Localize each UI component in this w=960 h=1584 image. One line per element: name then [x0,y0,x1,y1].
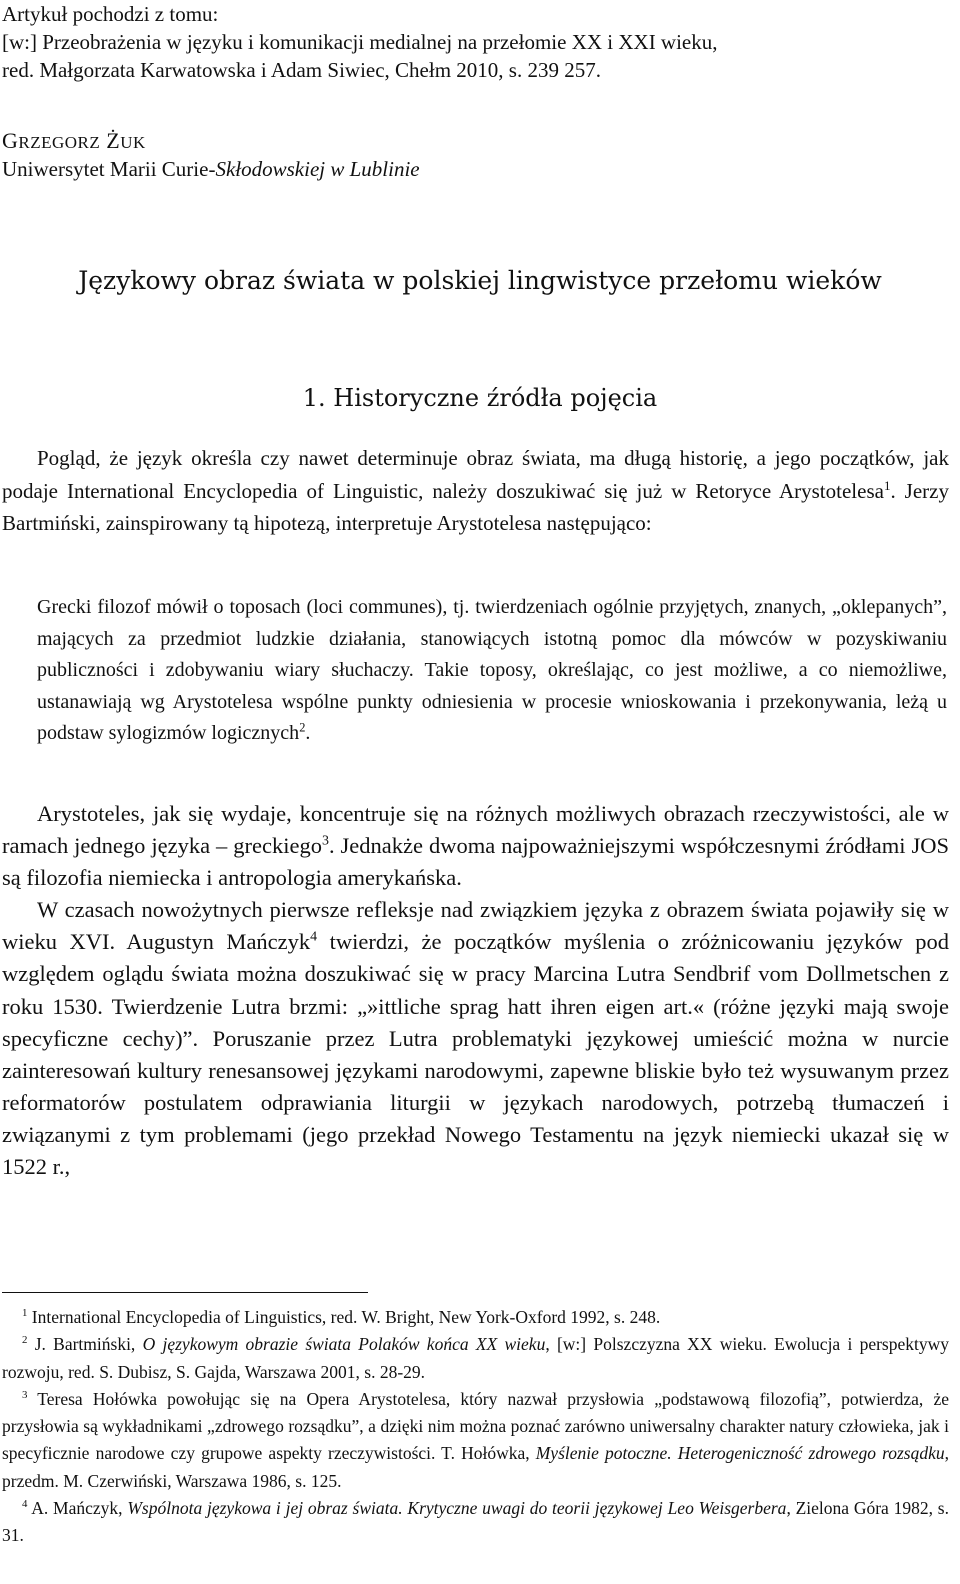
paragraph-1 [2,442,949,540]
footnote-1-number: 1 [22,1307,28,1320]
footnote-1-text: International Encyclopedia of Linguistics, red. W. Bright, New York-Oxford 1992, s. 248. [31,1307,661,1327]
footnote-4-number: 4 [22,1498,28,1511]
footnote-separator [2,1292,368,1293]
source-line-3: red. Małgorzata Karwatowska i Adam Siwiec, Chełm 2010, s. 239 257. [2,58,601,82]
footnote-1 [2,1304,949,1331]
block-quote [37,592,947,750]
footnote-3 [2,1386,949,1495]
footnote-3-title: Myślenie potoczne. Heterogeniczność zdrowego rozsądku [535,1443,945,1464]
section-heading: 1. Historyczne źródła pojęcia [302,384,658,412]
author-last-rest: UK [120,133,146,152]
footnote-4-title: Wspólnota językowa i jej obraz świata. Krytyczne uwagi do teorii językowej Leo Weisgerbera [127,1498,787,1519]
quote-text-a: Grecki filozof mówił o toposach (loci communes), tj. twierdzeniach ogólnie przyjętych, znanych, „oklepanych”, mających za przedmiot ludzkie działania, stanowiących istotną pomoc dla mówców w pozyskiwaniu publiczności i zdobywaniu wiary słuchaczy. Takie toposy, określając, co jest możliwe, a co niemożliwe, ustanawiają wg Arystotelesa wspólne punkty odniesienia w procesie wnioskowania i przekonywania, leżą u podstaw sylogizmów logicznych [37,596,947,744]
footnote-4 [2,1495,949,1550]
paragraph-1-text-b: . Jerzy Bartmiński, zainspirowany tą hipotezą, interpretuje Arystotelesa następująco: [2,478,949,535]
affiliation-plain: Uniwersytet Marii Curie- [2,157,216,181]
author-affiliation [2,157,420,182]
source-line-1: Artykuł pochodzi z tomu: [2,2,219,26]
paragraph-2-text-b: . Jednakże dwoma najpoważniejszymi współczesnymi źródłami JOS są filozofia niemiecka i antropologia amerykańska. [2,833,949,891]
footnote-3-number: 3 [22,1389,28,1402]
footnote-ref-3[interactable]: 3 [321,833,329,849]
footnote-3-pre: Teresa Hołówka powołując się na Opera Arystotelesa, który nazwał przysłowia „podstawową filozofią”, potwierdza, że przysłowia są wykładnikami „zdrowego rozsądku”, a dzięki nim można poznać zarówno uniwersalny charakter natury człowieka, jak i specyficznie narodowe czy grupowe aspekty rzeczywistości. T. Hołówka, [2,1388,949,1464]
footnote-2-post: , [w:] Polszczyzna XX wieku. Ewolucja i perspektywy rozwoju, red. S. Dubisz, S. Gajda, Warszawa 2001, s. 28-29. [2,1334,950,1382]
footnote-4-post: , Zielona Góra 1982, s. 31. [2,1498,949,1546]
footnote-ref-4[interactable]: 4 [310,929,318,945]
paragraph-2-text-a: Arystoteles, jak się wydaje, koncentruje się na różnych możliwych obrazach rzeczywistości, ale w ramach jednego języka – greckiego [2,801,949,859]
paragraph-3 [2,894,949,1183]
quote-text-b: . [305,722,311,744]
author-name [2,128,146,154]
footnote-2-pre: J. Bartmiński, [34,1334,143,1355]
paragraph-3-text-a: W czasach nowożytnych pierwsze refleksje nad związkiem języka z obrazem świata pojawiły się w wieku XVI. Augustyn Mańczyk [2,897,949,955]
affiliation-italic: Skłodowskiej w Lublinie [215,157,420,181]
footnote-2-number: 2 [22,1334,28,1347]
footnote-2-title: O językowym obrazie świata Polaków końca XX wieku [142,1334,546,1355]
paragraph-1-text-a: Pogląd, że język określa czy nawet determinuje obraz świata, ma długą historię, a jego początków, jak podaje International Encyclopedia of Linguistic, należy doszukiwać się już w Retoryce Arystotelesa [2,446,949,503]
footnote-2 [2,1331,949,1386]
author-last-initial: Ż [106,128,121,153]
source-note [2,0,952,84]
source-line-2: [w:] Przeobrażenia w języku i komunikacji medialnej na przełomie XX i XXI wieku, [2,30,718,54]
footnote-3-post: , przedm. M. Czerwiński, Warszawa 1986, s. 125. [2,1443,949,1491]
author-first-initial: G [2,128,19,153]
article-title: Językowy obraz świata w polskiej lingwistyce przełomu wieków [78,266,882,295]
footnotes [2,1304,949,1550]
footnote-ref-1[interactable]: 1 [883,477,891,493]
footnote-4-pre: A. Mańczyk, [31,1498,128,1519]
paragraph-2 [2,798,949,894]
author-first-rest: RZEGORZ [18,133,101,152]
paragraph-3-text-b: twierdzi, że początków myślenia o zróżnicowaniu języków pod względem oglądu świata można doszukiwać się w pracy Marcina Lutra Sendbrif vom Dollmetschen z roku 1530. Twierdzenie Lutra brzmi: „»ittliche sprag hatt ihren eigen art.« (różne języki mają swoje specyficzne cechy)”. Poruszanie przez Lutra problematyki językowej umieścić można w nurcie zainteresowań kultury renesansowej językami narodowymi, zapewne bliskie było też wysuwanym przez reformatorów postulatem odprawiania liturgii w językach narodowych, potrzebą tłumaczeń i związanymi z tym problemami (jego przekład Nowego Testamentu na język niemiecki ukazał się w 1522 r., [2,929,949,1180]
body-text [2,798,949,1183]
footnote-ref-2[interactable]: 2 [299,720,306,735]
